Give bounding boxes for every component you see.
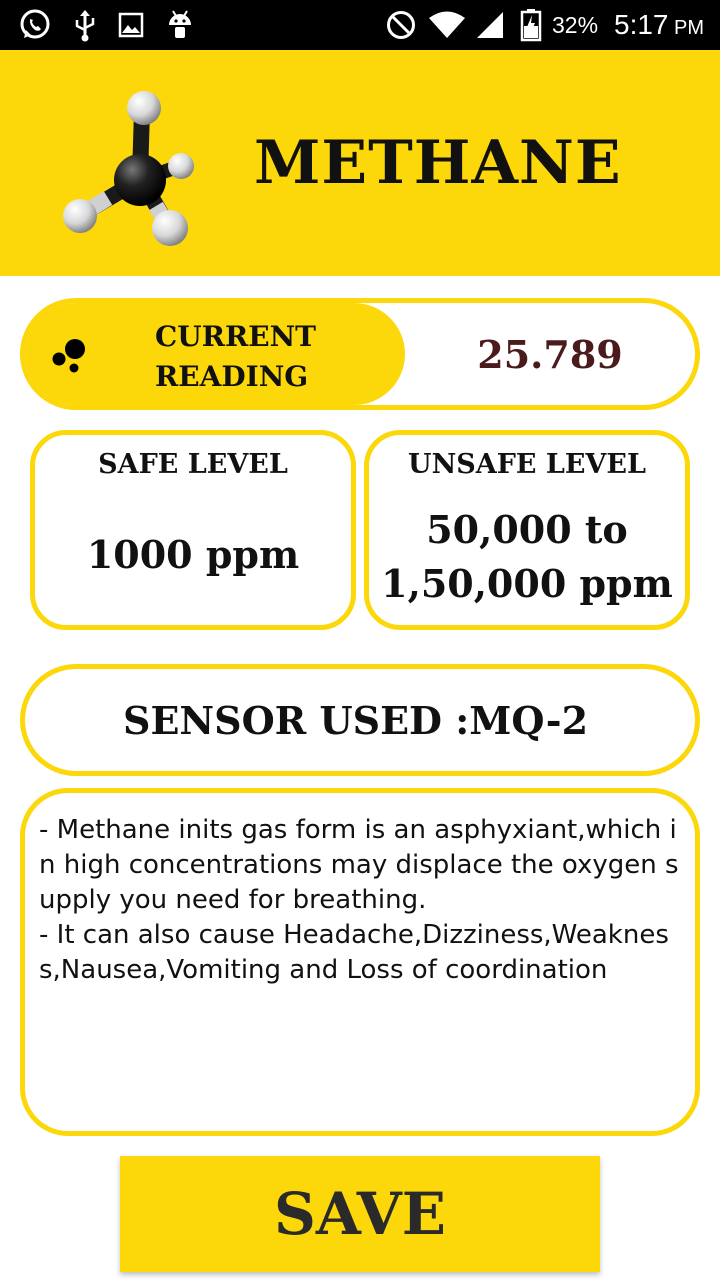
battery-percent: 32% — [552, 11, 599, 38]
signal-icon — [474, 8, 506, 42]
reading-value: 25.789 — [477, 331, 623, 377]
unsafe-level-value: 50,000 to 1,50,000 ppm — [381, 507, 673, 606]
safe-level-card — [30, 430, 356, 630]
unsafe-level-title: UNSAFE LEVEL — [408, 449, 646, 480]
reading-label-block — [25, 303, 405, 405]
app-header — [0, 50, 720, 276]
clock-time: 5:17 — [614, 9, 669, 40]
info-box — [20, 788, 700, 1136]
save-button[interactable]: SAVE — [120, 1156, 600, 1272]
dots-icon — [49, 337, 89, 377]
do-not-disturb-icon — [384, 8, 418, 42]
page-title: METHANE — [254, 128, 622, 198]
battery-icon — [518, 8, 544, 42]
status-bar — [0, 0, 720, 50]
safe-level-title: SAFE LEVEL — [98, 449, 288, 480]
methane-molecule-icon — [60, 86, 200, 246]
current-reading-panel — [20, 298, 700, 410]
wifi-icon — [428, 8, 466, 42]
android-icon — [164, 8, 196, 42]
image-icon — [116, 8, 146, 42]
clock-ampm: PM — [674, 16, 704, 39]
safe-level-value: 1000 ppm — [86, 532, 300, 577]
whatsapp-icon — [16, 8, 54, 42]
unsafe-level-card — [364, 430, 690, 630]
reading-label: CURRENT READING — [155, 320, 317, 393]
usb-icon — [70, 8, 100, 42]
info-text: - Methane inits gas form is an asphyxiant,which in high concentrations may displace the oxygen supply you need for breathing. - It can also cause Headache,Dizziness,Weakness,Nausea,Vomiting and Loss of coordination — [39, 815, 679, 985]
sensor-panel — [20, 664, 700, 776]
sensor-used-label: SENSOR USED :MQ-2 — [123, 697, 589, 743]
